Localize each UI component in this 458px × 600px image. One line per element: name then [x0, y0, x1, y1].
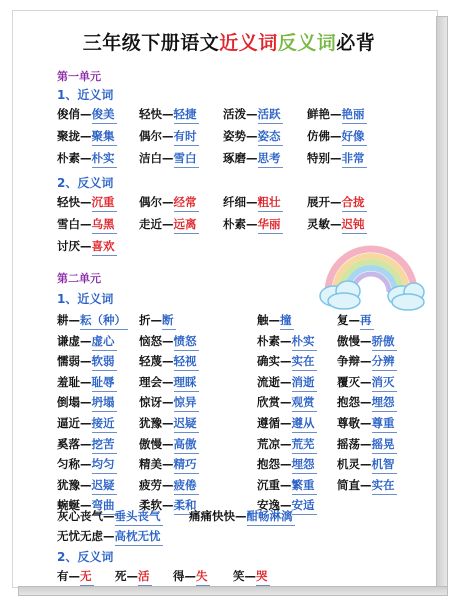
- synonym-answer: 活跃: [258, 106, 283, 124]
- dash: —: [162, 416, 174, 430]
- word: 聚拢: [57, 129, 80, 143]
- unit1-synonym-heading: 1、近义词: [57, 88, 114, 102]
- dash: —: [268, 313, 280, 327]
- synonym-pair: [257, 415, 317, 433]
- dash: —: [280, 498, 292, 513]
- synonym-answer: 骄傲: [372, 333, 397, 351]
- antonym-answer: 无: [80, 568, 94, 586]
- dash: —: [162, 395, 174, 410]
- synonym-answer: 好像: [342, 128, 367, 146]
- word: 活泼: [223, 107, 246, 121]
- antonym-pair: [57, 194, 117, 212]
- synonym-answer: 高傲: [174, 436, 199, 454]
- synonym-pair: [139, 150, 199, 168]
- synonym-pair: [57, 333, 117, 351]
- synonym-answer: 耘（种）: [80, 312, 128, 330]
- dash: —: [360, 416, 372, 430]
- word: 走近: [139, 217, 162, 231]
- synonym-pair: [57, 436, 117, 454]
- word: 雪白: [57, 217, 80, 231]
- synonym-pair: [257, 374, 317, 392]
- synonym-answer: 朴实: [292, 333, 317, 351]
- synonym-pair: [57, 374, 117, 392]
- dash: —: [330, 195, 342, 209]
- synonym-answer: 再: [360, 312, 374, 330]
- synonym-pair: [223, 106, 283, 124]
- word: 欣赏: [257, 395, 280, 410]
- antonym-pair: [57, 568, 94, 586]
- synonym-answer: 柔和: [174, 497, 199, 515]
- word: 展开: [307, 195, 330, 209]
- synonym-pair: [57, 128, 117, 146]
- synonym-pair: [139, 106, 199, 124]
- word: 疲劳: [139, 477, 162, 492]
- dash: —: [80, 239, 92, 253]
- synonym-answer: 遵从: [292, 415, 317, 433]
- paper-edge-bottom: [18, 586, 448, 596]
- dash: —: [330, 107, 342, 121]
- dash: —: [246, 195, 258, 209]
- word: 无忧无虑: [57, 529, 103, 543]
- synonym-pair: [139, 415, 199, 433]
- dash: —: [80, 477, 92, 492]
- word: 灰心丧气: [57, 509, 103, 523]
- dash: —: [280, 374, 292, 389]
- dash: —: [150, 313, 162, 327]
- word: 抱怨: [257, 457, 280, 472]
- dash: —: [280, 333, 292, 348]
- unit2-heading: 第二单元: [57, 272, 101, 285]
- synonym-pair: [257, 477, 317, 495]
- synonym-pair: [57, 508, 163, 526]
- dash: —: [184, 569, 196, 583]
- word: 柔软: [139, 498, 162, 513]
- dash: —: [80, 374, 92, 389]
- synonym-answer: 轻视: [174, 353, 199, 371]
- word: 安逸: [257, 498, 280, 513]
- synonym-answer: 消逝: [292, 374, 317, 392]
- synonym-pair: [337, 415, 397, 433]
- synonym-pair: [257, 353, 317, 371]
- dash: —: [246, 129, 258, 143]
- word: 机灵: [337, 457, 360, 472]
- word: 轻蔑: [139, 354, 162, 369]
- word: 耕: [57, 313, 69, 327]
- synonym-pair: [139, 128, 199, 146]
- antonym-answer: 喜欢: [92, 238, 117, 256]
- word: 争辩: [337, 354, 360, 369]
- synonym-pair: [257, 436, 317, 454]
- word: 傲慢: [139, 436, 162, 451]
- title-part-1: 三年级下册语文: [82, 32, 220, 54]
- word: 精美: [139, 457, 162, 472]
- word: 理会: [139, 374, 162, 389]
- synonym-pair: [57, 150, 117, 168]
- synonym-answer: 观赏: [292, 394, 317, 412]
- synonym-answer: 实在: [292, 353, 317, 371]
- synonym-pair: [337, 394, 397, 412]
- synonym-pair: [57, 528, 163, 546]
- synonym-answer: 埋怨: [372, 394, 397, 412]
- dash: —: [246, 151, 258, 165]
- synonym-answer: 迟疑: [174, 415, 199, 433]
- dash: —: [80, 217, 92, 231]
- title-part-2: 近义词: [219, 32, 278, 54]
- word: 朴素: [257, 333, 280, 348]
- synonym-answer: 理睬: [174, 374, 199, 392]
- antonym-pair: [57, 216, 117, 234]
- word: 死: [115, 569, 127, 583]
- word: 抱怨: [337, 395, 360, 410]
- antonym-answer: 合拢: [342, 194, 367, 212]
- synonym-pair: [337, 374, 397, 392]
- dash: —: [162, 151, 174, 165]
- antonym-pair: [173, 568, 210, 586]
- dash: —: [80, 151, 92, 165]
- synonym-pair: [57, 353, 117, 371]
- dash: —: [162, 436, 174, 451]
- synonym-pair: [139, 374, 199, 392]
- dash: —: [244, 569, 256, 583]
- synonym-answer: 机智: [372, 456, 397, 474]
- synonym-pair: [189, 508, 295, 526]
- dash: —: [68, 313, 80, 327]
- dash: —: [162, 333, 174, 348]
- synonym-answer: 安适: [292, 497, 317, 515]
- antonym-answer: 失: [196, 568, 210, 586]
- antonym-pair: [233, 568, 270, 586]
- dash: —: [360, 477, 372, 492]
- synonym-answer: 高枕无忧: [115, 528, 163, 546]
- synonym-answer: 坍塌: [92, 394, 117, 412]
- dash: —: [280, 457, 292, 472]
- word: 俊俏: [57, 107, 80, 121]
- synonym-pair: [57, 106, 117, 124]
- word: 姿势: [223, 129, 246, 143]
- dash: —: [360, 457, 372, 472]
- dash: —: [360, 333, 372, 348]
- dash: —: [80, 416, 92, 430]
- dash: —: [162, 129, 174, 143]
- dash: —: [162, 354, 174, 369]
- word: 笑: [233, 569, 245, 583]
- antonym-answer: 乌黑: [92, 216, 117, 234]
- antonym-pair: [139, 216, 199, 234]
- word: 摇荡: [337, 436, 360, 451]
- synonym-answer: 繁重: [292, 477, 317, 495]
- dash: —: [330, 151, 342, 165]
- synonym-answer: 姿态: [258, 128, 283, 146]
- word: 痛痛快快: [189, 509, 235, 523]
- word: 琢磨: [223, 151, 246, 165]
- unit1-heading: 第一单元: [57, 70, 101, 83]
- antonym-answer: 经常: [174, 194, 199, 212]
- synonym-pair: [57, 394, 117, 412]
- synonym-pair: [223, 150, 283, 168]
- synonym-pair: [307, 128, 367, 146]
- word: 得: [173, 569, 185, 583]
- word: 复: [337, 313, 349, 327]
- synonym-answer: 弯曲: [92, 497, 117, 515]
- dash: —: [280, 436, 292, 451]
- dash: —: [80, 195, 92, 209]
- synonym-answer: 有时: [174, 128, 199, 146]
- dash: —: [162, 498, 174, 513]
- unit2-antonym-heading: 2、反义词: [57, 550, 114, 564]
- dash: —: [80, 107, 92, 121]
- word: 犹豫: [139, 416, 162, 430]
- word: 蜿蜒: [57, 498, 80, 513]
- antonym-answer: 粗壮: [258, 194, 283, 212]
- synonym-answer: 非常: [342, 150, 367, 168]
- synonym-answer: 艳丽: [342, 106, 367, 124]
- word: 惊讶: [139, 395, 162, 410]
- synonym-pair: [139, 436, 199, 454]
- word: 鲜艳: [307, 107, 330, 121]
- dash: —: [162, 107, 174, 121]
- synonym-answer: 精巧: [174, 456, 199, 474]
- synonym-answer: 软弱: [92, 353, 117, 371]
- antonym-pair: [57, 238, 117, 256]
- dash: —: [360, 354, 372, 369]
- synonym-pair: [139, 353, 199, 371]
- synonym-answer: 断: [162, 312, 176, 330]
- antonym-pair: [307, 194, 367, 212]
- word: 纤细: [223, 195, 246, 209]
- unit1-antonym-heading: 2、反义词: [57, 176, 114, 190]
- dash: —: [162, 457, 174, 472]
- word: 恼怒: [139, 333, 162, 348]
- synonym-answer: 耻辱: [92, 374, 117, 392]
- synonym-answer: 撞: [280, 312, 294, 330]
- word: 灵敏: [307, 217, 330, 231]
- synonym-pair: [57, 312, 128, 330]
- word: 流逝: [257, 374, 280, 389]
- antonym-pair: [223, 194, 283, 212]
- dash: —: [80, 129, 92, 143]
- word: 折: [139, 313, 151, 327]
- word: 荒凉: [257, 436, 280, 451]
- dash: —: [348, 313, 360, 327]
- word: 简直: [337, 477, 360, 492]
- synonym-pair: [257, 333, 317, 351]
- word: 讨厌: [57, 239, 80, 253]
- word: 仿佛: [307, 129, 330, 143]
- synonym-answer: 虚心: [92, 333, 117, 351]
- word: 尊敬: [337, 416, 360, 430]
- synonym-pair: [337, 477, 397, 495]
- synonym-pair: [337, 353, 397, 371]
- synonym-answer: 思考: [258, 150, 283, 168]
- synonym-pair: [307, 150, 367, 168]
- synonym-answer: 朴实: [92, 150, 117, 168]
- word: 朴素: [57, 151, 80, 165]
- synonym-pair: [57, 477, 117, 495]
- word: 轻快: [57, 195, 80, 209]
- word: 轻快: [139, 107, 162, 121]
- dash: —: [360, 436, 372, 451]
- synonym-answer: 轻捷: [174, 106, 199, 124]
- dash: —: [80, 436, 92, 451]
- dash: —: [280, 354, 292, 369]
- synonym-answer: 惊异: [174, 394, 199, 412]
- synonym-pair: [139, 456, 199, 474]
- synonym-answer: 分辨: [372, 353, 397, 371]
- synonym-pair: [57, 456, 117, 474]
- dash: —: [80, 333, 92, 348]
- dash: —: [162, 374, 174, 389]
- antonym-answer: 华丽: [258, 216, 283, 234]
- dash: —: [246, 217, 258, 231]
- synonym-pair: [257, 394, 317, 412]
- word: 倒塌: [57, 395, 80, 410]
- antonym-answer: 活: [138, 568, 152, 586]
- unit2-synonym-heading: 1、近义词: [57, 292, 114, 306]
- dash: —: [280, 395, 292, 410]
- word: 匀称: [57, 457, 80, 472]
- word: 偶尔: [139, 195, 162, 209]
- dash: —: [280, 416, 292, 430]
- word: 羞耻: [57, 374, 80, 389]
- synonym-answer: 挖苦: [92, 436, 117, 454]
- paper-edge-right: [436, 16, 448, 590]
- title-part-3: 反义词: [277, 32, 337, 54]
- dash: —: [68, 569, 80, 583]
- dash: —: [162, 195, 174, 209]
- word: 偶尔: [139, 129, 162, 143]
- dash: —: [162, 217, 174, 231]
- word: 犹豫: [57, 477, 80, 492]
- dash: —: [80, 457, 92, 472]
- dash: —: [360, 374, 372, 389]
- synonym-answer: 俊美: [92, 106, 117, 124]
- synonym-answer: 雪白: [174, 150, 199, 168]
- dash: —: [103, 529, 115, 543]
- synonym-answer: 尊重: [372, 415, 397, 433]
- dash: —: [80, 395, 92, 410]
- antonym-pair: [223, 216, 283, 234]
- synonym-answer: 聚集: [92, 128, 117, 146]
- page-title: [0, 28, 458, 55]
- synonym-answer: 荒芜: [292, 436, 317, 454]
- antonym-answer: 迟钝: [342, 216, 367, 234]
- dash: —: [103, 509, 115, 523]
- word: 确实: [257, 354, 280, 369]
- dash: —: [360, 395, 372, 410]
- word: 覆灭: [337, 374, 360, 389]
- synonym-pair: [139, 312, 176, 330]
- word: 傲慢: [337, 333, 360, 348]
- dash: —: [162, 477, 174, 492]
- synonym-answer: 愤怒: [174, 333, 199, 351]
- synonym-answer: 迟疑: [92, 477, 117, 495]
- word: 朴素: [223, 217, 246, 231]
- synonym-answer: 接近: [92, 415, 117, 433]
- synonym-pair: [307, 106, 367, 124]
- word: 沉重: [257, 477, 280, 492]
- word: 触: [257, 313, 269, 327]
- word: 特别: [307, 151, 330, 165]
- title-part-4: 必背: [336, 32, 376, 54]
- word: 懦弱: [57, 354, 80, 369]
- synonym-pair: [337, 456, 397, 474]
- dash: —: [330, 129, 342, 143]
- synonym-answer: 消灭: [372, 374, 397, 392]
- dash: —: [80, 498, 92, 513]
- word: 洁白: [139, 151, 162, 165]
- dash: —: [126, 569, 138, 583]
- antonym-answer: 哭: [256, 568, 270, 586]
- synonym-answer: 垂头丧气: [115, 508, 163, 526]
- synonym-answer: 均匀: [92, 456, 117, 474]
- rainbow-cloud-icon: [316, 236, 426, 312]
- antonym-pair: [139, 194, 199, 212]
- synonym-answer: 疲倦: [174, 477, 199, 495]
- dash: —: [280, 477, 292, 492]
- synonym-pair: [257, 456, 317, 474]
- synonym-pair: [57, 415, 117, 433]
- synonym-pair: [337, 312, 374, 330]
- dash: —: [80, 354, 92, 369]
- synonym-pair: [337, 333, 397, 351]
- synonym-pair: [139, 394, 199, 412]
- word: 逼近: [57, 416, 80, 430]
- antonym-pair: [307, 216, 367, 234]
- synonym-pair: [139, 477, 199, 495]
- synonym-pair: [257, 312, 294, 330]
- word: 谦虚: [57, 333, 80, 348]
- synonym-pair: [337, 436, 397, 454]
- synonym-answer: 埋怨: [292, 456, 317, 474]
- dash: —: [235, 509, 247, 523]
- word: 遵循: [257, 416, 280, 430]
- antonym-answer: 远离: [174, 216, 199, 234]
- antonym-answer: 沉重: [92, 194, 117, 212]
- synonym-answer: 实在: [372, 477, 397, 495]
- word: 奚落: [57, 436, 80, 451]
- dash: —: [330, 217, 342, 231]
- antonym-pair: [115, 568, 152, 586]
- synonym-pair: [223, 128, 283, 146]
- dash: —: [246, 107, 258, 121]
- word: 有: [57, 569, 69, 583]
- synonym-pair: [139, 333, 199, 351]
- synonym-answer: 摇晃: [372, 436, 397, 454]
- synonym-answer: 酣畅淋漓: [247, 508, 295, 526]
